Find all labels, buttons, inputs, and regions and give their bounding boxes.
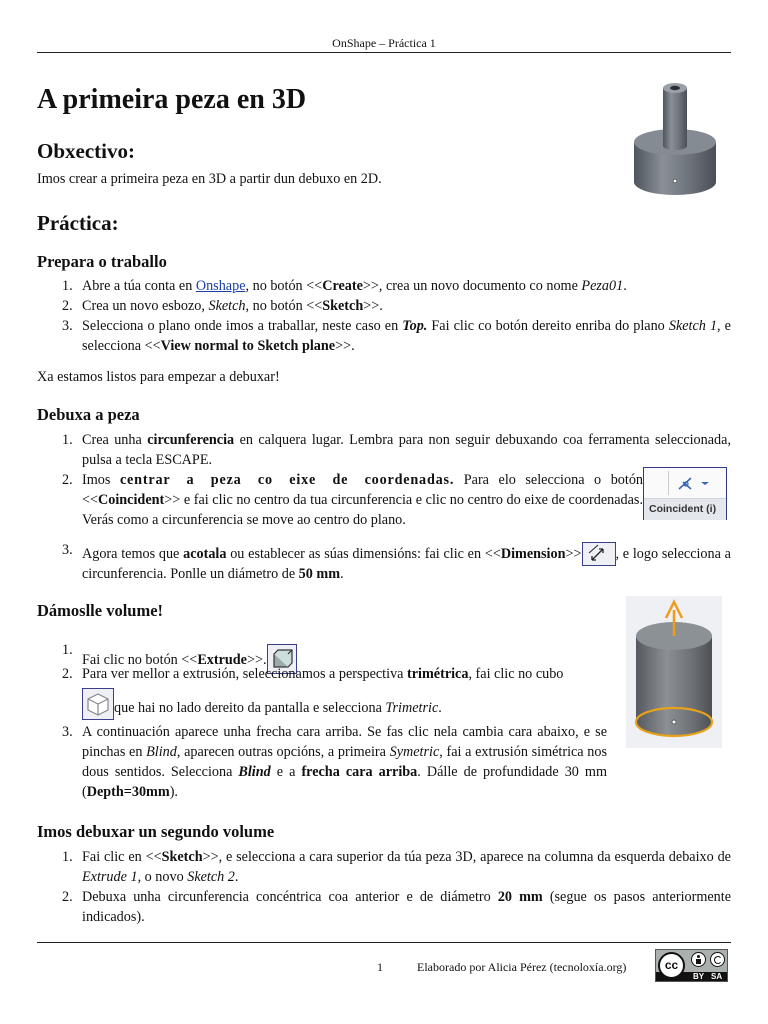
footer-credit: Elaborado por Alicia Pérez (tecnoloxía.org) <box>417 960 627 974</box>
onshape-link[interactable]: Onshape <box>195 278 246 294</box>
dimension-tool-button[interactable] <box>582 542 616 566</box>
prepare-steps <box>37 276 731 356</box>
view-cube-button[interactable] <box>82 688 114 720</box>
ready-text: Xa estamos listos para empezar a debuxar! <box>37 369 280 385</box>
list-item: 3. Selecciona o plano onde imos a traballar, neste caso en Top. Fai clic co botón dereito enriba do plano Sketch 1, e selecciona <<View normal to Sketch plane>>. <box>62 318 731 354</box>
part-3d-illustration <box>626 74 724 202</box>
coincident-label: Coincident (i) <box>649 503 717 515</box>
list-item: 1. Fai clic en <<Sketch>>, e selecciona a cara superior da túa peza 3D, aparece na columna da esquerda debaixo de Extrude 1, o novo Sketch 2. <box>62 849 731 885</box>
draw-step-3 <box>37 540 731 584</box>
coincident-tool-screenshot[interactable] <box>643 467 727 520</box>
draw-heading: Debuxa a peza <box>37 405 140 424</box>
list-item: 1. Fai clic no botón <<Extrude>>. <box>37 640 607 670</box>
coincident-icon <box>677 474 713 492</box>
list-item: 2. Imos centrar a peza co eixe de coordenadas. Para elo selecciona o botón <<Coincident>> e fai clic no centro da tua circunferencia e clic no centro do eixe de coordenadas. Verás como a circunferencia se move ao centro do plano. <box>62 472 644 528</box>
objective-heading: Obxectivo: <box>37 139 135 163</box>
prepare-heading: Prepara o traballo <box>37 252 167 271</box>
list-item: que hai no lado dereito da pantalla e selecciona Trimetric. <box>37 686 607 718</box>
volume-heading: Dámoslle volume! <box>37 601 164 620</box>
list-item: 1. Crea unha circunferencia en calquera lugar. Lembra para non seguir debuxando coa ferramenta seleccionada, pulsa a tecla ESCAPE. <box>62 432 731 468</box>
list-item: 1. Abre a túa conta en Onshape, no botón <<Create>>, crea un novo documento co nome Peza01. <box>62 278 627 294</box>
draw-step-2 <box>37 470 643 530</box>
second-volume-heading: Imos debuxar un segundo volume <box>37 822 275 841</box>
list-item: 2. Crea un novo esbozo, Sketch, no botón <<Sketch>>. <box>62 298 383 314</box>
objective-text: Imos crear a primeira peza en 3D a partir dun debuxo en 2D. <box>37 171 382 187</box>
attribution-icon <box>691 952 706 967</box>
volume-steps <box>37 640 607 684</box>
page-number: 1 <box>377 960 383 974</box>
footer-rule <box>37 942 731 943</box>
page-title: A primeira peza en 3D <box>37 84 307 115</box>
cc-circle-icon: cc <box>658 952 685 979</box>
practice-heading: Práctica: <box>37 211 119 235</box>
list-item: 2. Para ver mellor a extrusión, seleccionamos a perspectiva trimétrica, fai clic no cubo <box>62 666 564 682</box>
license-sa-label: SA <box>711 972 723 981</box>
list-item: 2. Debuxa unha circunferencia concéntrica coa anterior e de diámetro 20 mm (segue os pasos anteriormente indicados). <box>62 889 731 925</box>
share-alike-icon <box>710 952 725 967</box>
cc-by-sa-badge[interactable] <box>655 949 728 982</box>
extrude-illustration <box>626 596 722 748</box>
running-header: OnShape – Práctica 1 <box>332 36 436 50</box>
header-rule <box>37 52 731 53</box>
draw-steps <box>37 430 731 470</box>
list-item: 3. A continuación aparece unha frecha cara arriba. Se fas clic nela cambia cara abaixo, e se pinchas en Blind, aparecen outras opcións, a primeira Symetric, fai a extrusión simétrica nos dous sentidos. Selecciona Blind e a frecha cara arriba. Dálle de profundidade 30 mm (Depth=30mm). <box>62 724 608 800</box>
dimension-icon <box>583 543 615 565</box>
license-by-label: BY <box>693 972 705 981</box>
list-item: 3. Agora temos que acotala ou establecer as súas dimensións: fai clic en <<Dimension>> , e logo selecciona a circunferencia. Ponlle un diámetro de 50 mm. <box>62 542 731 582</box>
second-volume-steps <box>37 847 731 927</box>
view-cube-icon <box>83 689 113 719</box>
volume-step-3 <box>37 722 607 802</box>
volume-step-2-cont <box>37 686 607 718</box>
